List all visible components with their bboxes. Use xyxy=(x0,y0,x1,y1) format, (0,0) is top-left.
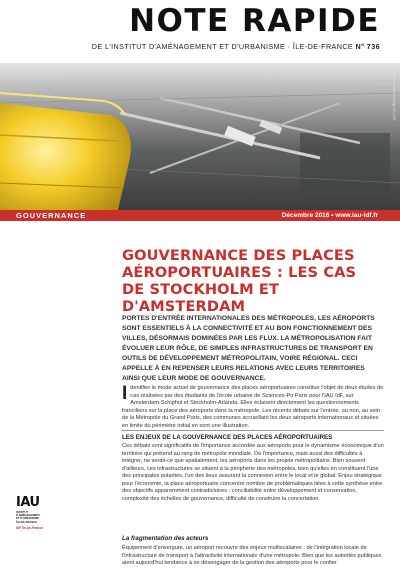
institute-name: DE L'INSTITUT D'AMÉNAGEMENT ET D'URBANISME · ÎLE-DE-FRANCE xyxy=(91,42,354,51)
logo-text xyxy=(16,511,42,524)
headline-line: AÉROPORTUAIRES : LES CAS xyxy=(122,264,357,281)
iau-logo xyxy=(16,496,42,530)
lead-paragraph xyxy=(122,385,384,431)
masthead xyxy=(0,0,400,62)
logo-line: ET D'URBANISME xyxy=(16,517,40,521)
article-intro: PORTES D'ENTRÉE INTERNATIONALES DES MÉTROPOLES, LES AÉROPORTS SONT ESSENTIELS À LA CONNECTIVITÉ ET AU BON FONCTIONNEMENT DES VILLES, DÉSORMAIS DOMINÉES PAR LES FLUX. LA MÉTROPOLISATION FAIT ÉVOLUER LEUR RÔLE, DE SIMPLES INFRASTRUCTURES DE TRANSPORT EN OUTILS DE DÉVELOPPEMENT MÉTROPOLITAIN, VOIRE RÉGIONAL. CECI APPELLE À EN REPENSER LEURS RELATIONS AVEC LEURS TERRITOIRES AINSI QUE LEUR MODE DE GOUVERNANCE. xyxy=(122,315,375,382)
publication-date: Décembre 2016 xyxy=(281,212,330,219)
logo-mark: IAU xyxy=(16,495,40,510)
airport-aerial-image xyxy=(0,63,400,210)
issue-number: N° 736 xyxy=(355,42,380,51)
divider xyxy=(122,430,384,431)
photo-credit: Frédéric de Henning IAU îdF xyxy=(392,70,397,121)
body-paragraph: Ces débats sont significatifs de l'importance accordée aux aéroports pour le dynamisme économique d'un territoire qui prétend au rang de métropole mondiale. De l'importance, mais aussi des difficultés à intégrer, ne serait-ce que spatialement, les aéroports dans les projets métropolitains. Bien souvent d'ailleurs, ces infrastructures se situent à la périphérie des métropoles, bien qu'elles en constituent l'une des principales polarités, l'un des lieux assurant la connexion entre le local et le global. Enjeu stratégique pour l'économie, la place aéroportuaire concentre nombre de problématiques liées à cette synthèse entre des objectifs apparemment contradictoires : conciliabilité entre développement et conservation, complexité des échelles de gouvernance, difficulté de construire la concertation. xyxy=(122,443,384,502)
dateline xyxy=(282,212,378,219)
website-link[interactable]: www.iau-idf.fr xyxy=(335,212,378,219)
subheading: La fragmentation des acteurs xyxy=(122,535,209,542)
article-headline xyxy=(122,247,382,315)
drop-cap: I xyxy=(122,383,128,404)
section-heading: LES ENJEUX DE LA GOUVERNANCE DES PLACES AÉROPORTUAIRES xyxy=(122,434,333,441)
logo-line: ÎLE-DE-FRANCE xyxy=(16,520,37,524)
separator-dot: • xyxy=(331,212,336,219)
body-paragraph: Équipement d'envergure, un aéroport recouvre des enjeux multiscalaires : de l'intégration locale de l'infrastructure de transport à l'attractivité internationale d'une métropole. Bien que les autorités publiques aient aujourd'hui tendance à se désengager de la gestion des aéroports pour le confier xyxy=(122,545,382,566)
headline-line: GOUVERNANCE DES PLACES xyxy=(122,247,355,264)
section-label: GOUVERNANCE xyxy=(16,211,87,220)
publication-subtitle xyxy=(92,42,380,51)
lead-text: dentifier le mode actuel de gouvernance des places aéroportuaires constitue l'objet de deux études de cas réalisées par des étudiants de l'école urbaine de Sciences-Po Paris pour l'IAU îdF, sur Amsterdam-Schiphol et Stockholm-Arlanda. Elles éclairent directement les questionnements franciliens sur la place des aéroports dans la métropole. Les récents débats sur l'entrée, ou non, au sein de la Métropole du Grand Paris, des communes accueillant les deux aéroports internationaux et situées en limite du périmètre initial en sont une illustration. xyxy=(122,385,384,429)
headline-line: DE STOCKHOLM ET D'AMSTERDAM xyxy=(122,281,280,315)
logo-line: D'AMÉNAGEMENT xyxy=(16,514,40,518)
cover-photo xyxy=(0,63,400,210)
region-logo: îdF Île-de-France xyxy=(16,525,44,530)
logo-line: INSTITUT xyxy=(16,511,29,514)
publication-title: NOTE RAPIDE xyxy=(129,3,380,39)
